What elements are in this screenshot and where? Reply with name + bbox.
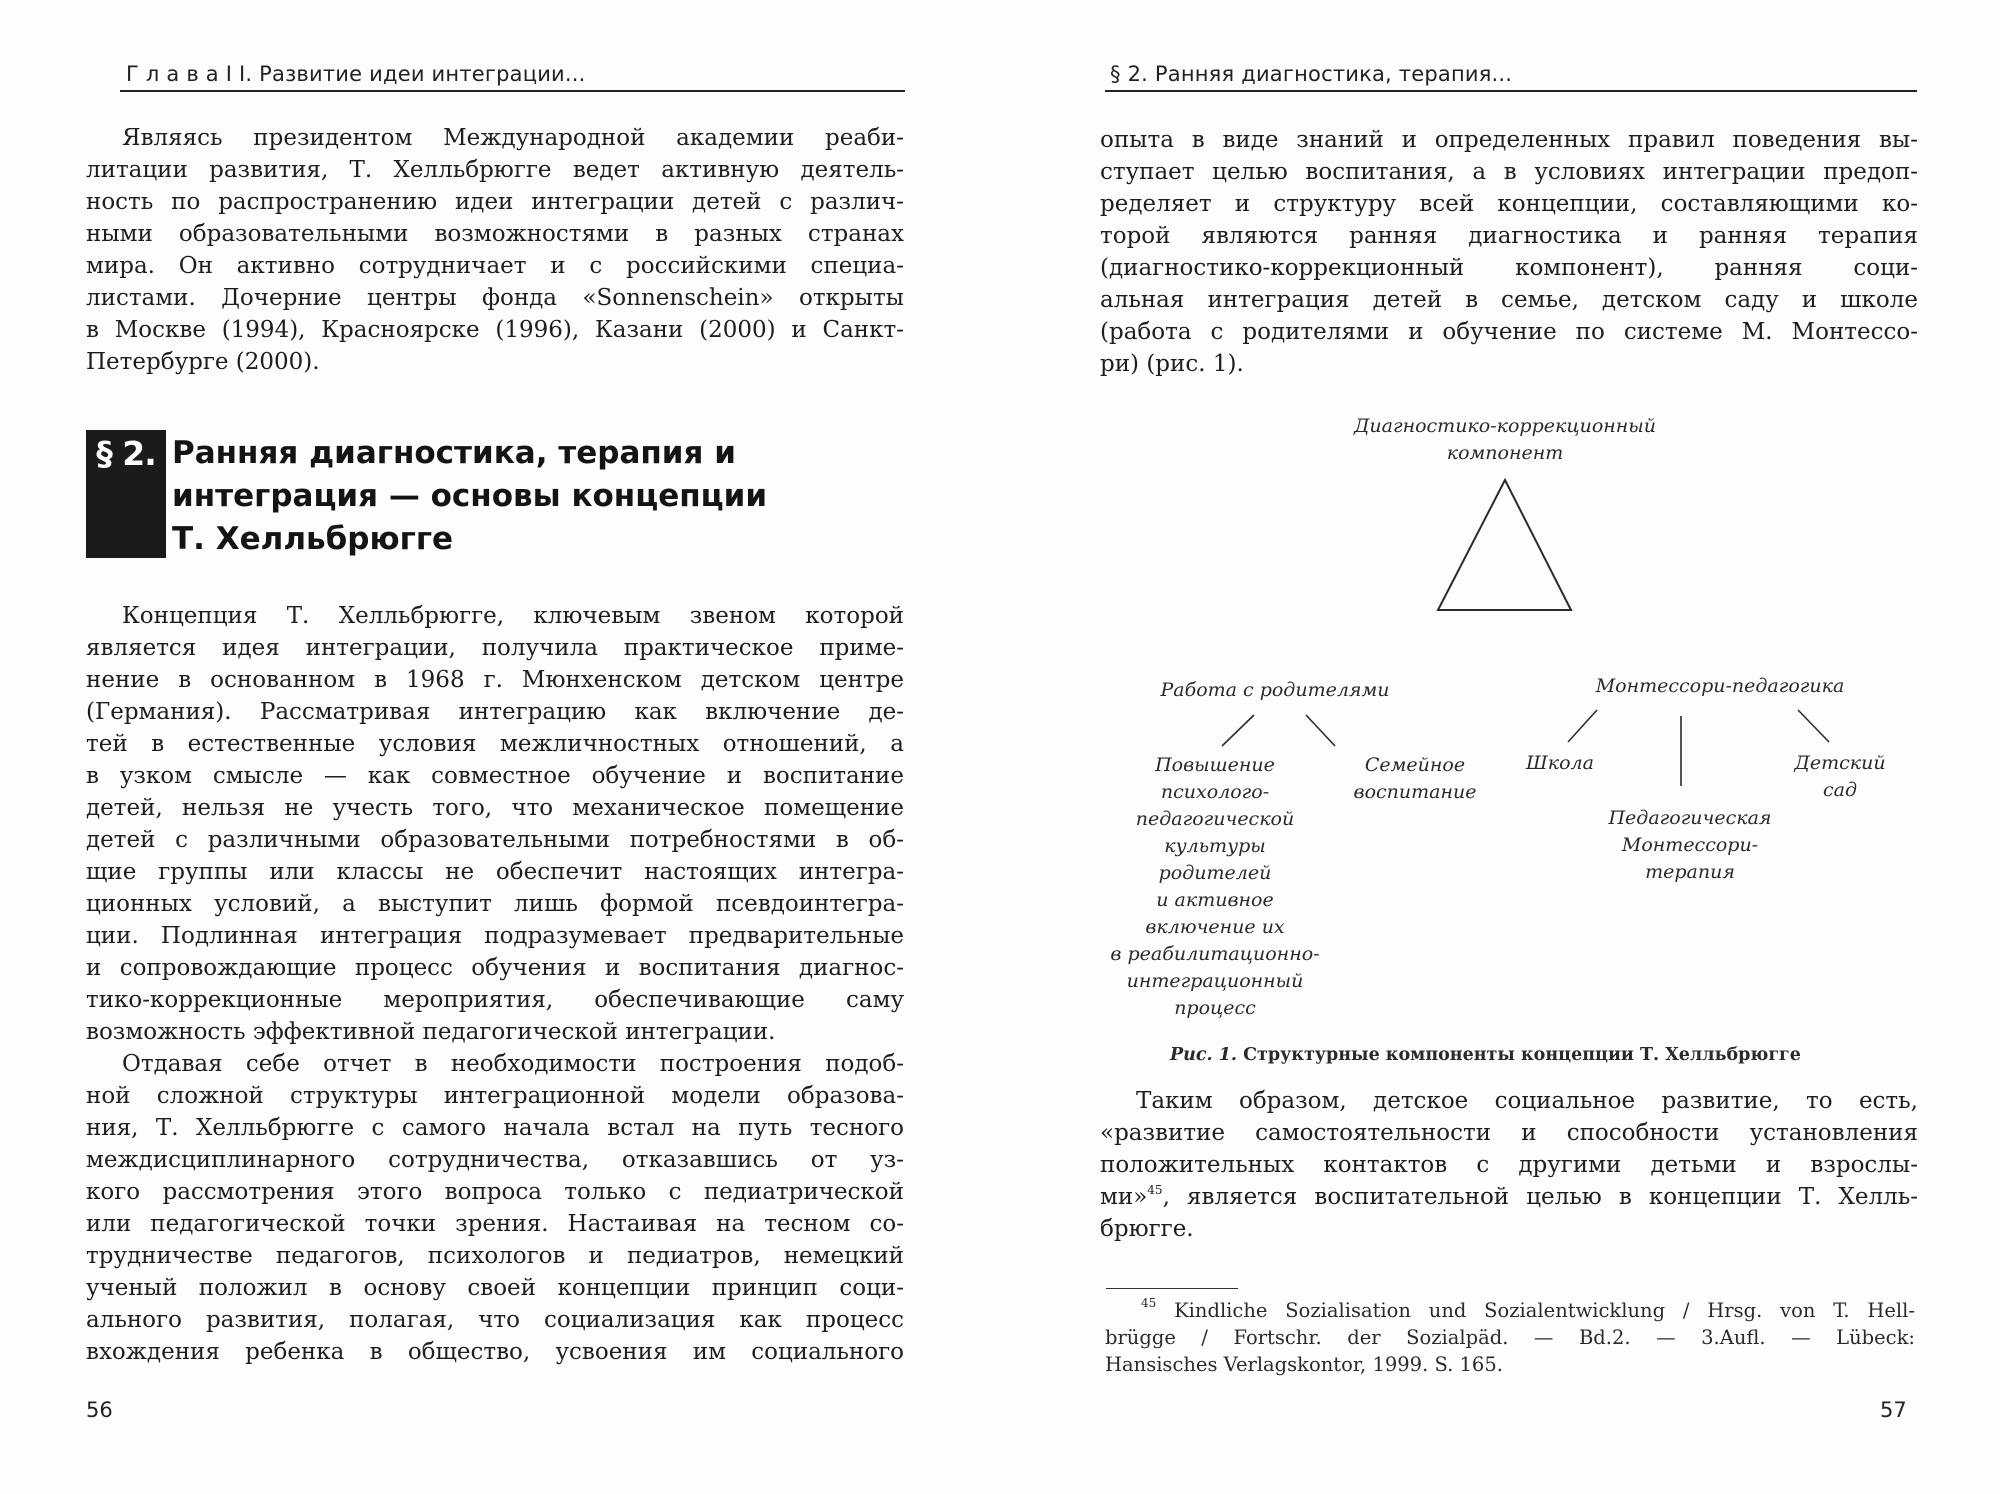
text-fragment: ми» [1100, 1184, 1148, 1210]
text-line [1100, 1181, 1918, 1213]
diagram-text: психолого- [1160, 781, 1270, 803]
diagram-left-branch: Работа с родителями [1160, 679, 1390, 701]
text-line: ступает целью воспитания, а в условиях интеграции предоп- [1100, 159, 1918, 185]
section-title [172, 432, 892, 561]
text-line: ученый положил в основу своей концепции принцип соци- [86, 1275, 904, 1301]
section-number-bar [86, 430, 166, 558]
diagram-text: Монтессори- [1621, 834, 1759, 856]
diagram-text: культуры [1164, 835, 1266, 857]
right-paragraph-2 [1100, 1085, 1918, 1245]
section-title-line: Т. Хелльбрюгге [172, 521, 454, 557]
left-paragraph-2 [86, 600, 904, 1368]
text-line: вхождения ребенка в общество, усвоения им социального [86, 1339, 904, 1365]
diagram-text: воспитание [1353, 781, 1477, 803]
text-line: ционных условий, а выступит лишь формой псевдоинтегра- [86, 891, 904, 917]
section-title-line: интеграция — основы концепции [172, 478, 768, 514]
footnote-line: brügge / Fortschr. der Sozialpäd. — Bd.2. — 3.Aufl. — Lübeck: [1105, 1326, 1915, 1349]
diagram-text: Семейное [1364, 754, 1466, 776]
footnote-line: Hansisches Verlagskontor, 1999. S. 165. [1105, 1353, 1503, 1376]
diagram-top-label [1305, 413, 1705, 467]
text-line: брюгге. [1100, 1216, 1194, 1242]
diagram-left-sub-1 [1100, 752, 1330, 1022]
diagram-left-sub-2 [1335, 752, 1495, 806]
right-page-number: 57 [1880, 1398, 1907, 1422]
triangle-shape [1438, 480, 1571, 610]
text-line: ния, Т. Хелльбрюгге с самого начала встал на путь тесного [86, 1115, 904, 1141]
text-line: щие группы или классы не обеспечит настоящих интегра- [86, 859, 904, 885]
connector-line [1222, 715, 1254, 746]
structure-diagram [1000, 0, 2000, 1494]
footnote-reference[interactable]: 45 [1147, 1183, 1163, 1197]
diagram-text: включение их [1145, 916, 1285, 938]
diagram-right-sub-1: Школа [1526, 752, 1594, 774]
text-line: мира. Он активно сотрудничает и с российскими специа- [86, 253, 904, 279]
left-header-rule [120, 90, 905, 92]
text-line: и сопровождающие процесс обучения и воспитания диагнос- [86, 955, 904, 981]
figure-caption [1170, 1045, 1870, 1065]
text-line: ными образовательными возможностями в разных странах [86, 221, 904, 247]
connector-line [1568, 710, 1597, 742]
diagram-right-sub-2 [1760, 750, 1920, 804]
text-line: детей с различными образовательными потребностями в об- [86, 827, 904, 853]
diagram-lines [1000, 0, 2000, 1494]
text-line: ность по распространению идеи интеграции детей с различ- [86, 189, 904, 215]
text-line: Являясь президентом Международной академии реаби- [122, 125, 904, 151]
text-line: междисциплинарного сотрудничества, отказавшись от уз- [86, 1147, 904, 1173]
left-paragraph-1 [86, 122, 904, 378]
text-fragment: , является воспитательной целью в концепции Т. Хелль- [1162, 1184, 1918, 1210]
diagram-text: Повышение [1155, 754, 1275, 776]
diagram-text: Детский [1794, 752, 1886, 774]
text-line: Таким образом, детское социальное развитие, то есть, [1136, 1088, 1918, 1114]
footnote [1105, 1297, 1915, 1378]
text-line: опыта в виде знаний и определенных правил поведения вы- [1100, 127, 1918, 153]
text-line: тико-коррекционные мероприятия, обеспечивающие саму [86, 987, 904, 1013]
text-line: (работа с родителями и обучение по системе М. Монтессо- [1100, 319, 1918, 345]
text-line: трудничестве педагогов, психологов и педиатров, немецкий [86, 1243, 904, 1269]
section-title-line: Ранняя диагностика, терапия и [172, 435, 736, 471]
text-line: возможность эффективной педагогической интеграции. [86, 1019, 776, 1045]
right-page [1000, 0, 2000, 1494]
figure-label: Рис. 1. [1170, 1045, 1237, 1065]
diagram-text: Диагностико-коррекционный [1353, 415, 1657, 437]
left-page-number: 56 [86, 1398, 113, 1422]
text-line: в Москве (1994), Красноярске (1996), Казани (2000) и Санкт- [86, 317, 904, 343]
text-line: нение в основанном в 1968 г. Мюнхенском детском центре [86, 667, 904, 693]
text-line: Концепция Т. Хелльбрюгге, ключевым звеном которой [122, 603, 904, 629]
figure-caption-text: Структурные компоненты концепции Т. Хелльбрюгге [1243, 1045, 1801, 1065]
diagram-text: терапия [1645, 861, 1735, 883]
text-line: ределяет и структуру всей концепции, составляющими ко- [1100, 191, 1918, 217]
diagram-text: процесс [1174, 997, 1256, 1019]
diagram-text: педагогической [1135, 808, 1295, 830]
text-line: ального развития, полагая, что социализация как процесс [86, 1307, 904, 1333]
text-line: (Германия). Рассматривая интеграцию как включение де- [86, 699, 904, 725]
text-line: ции. Подлинная интеграция подразумевает предварительные [86, 923, 904, 949]
text-line: в узком смысле — как совместное обучение и воспитание [86, 763, 904, 789]
text-line: тей в естественные условия межличностных отношений, а [86, 731, 904, 757]
left-running-head: Г л а в а I I. Развитие идеи интеграции... [126, 62, 586, 86]
text-line: Отдавая себе отчет в необходимости построения подоб- [122, 1051, 904, 1077]
connector-line [1306, 715, 1335, 746]
section-number: § 2. [96, 434, 156, 473]
diagram-text: Педагогическая [1608, 807, 1772, 829]
text-line: детей, нельзя не учесть того, что механическое помещение [86, 795, 904, 821]
text-line: Петербурге (2000). [86, 349, 320, 375]
right-running-head: § 2. Ранняя диагностика, терапия... [1110, 62, 1513, 86]
text-line: альная интеграция детей в семье, детском саду и школе [1100, 287, 1918, 313]
diagram-right-branch: Монтессори-педагогика [1595, 675, 1845, 697]
text-line: листами. Дочерние центры фонда «Sonnenschein» открыты [86, 285, 904, 311]
text-line: (диагностико-коррекционный компонент), ранняя соци- [1100, 255, 1918, 281]
diagram-text: родителей [1158, 862, 1272, 884]
diagram-right-sub-3 [1570, 805, 1810, 886]
text-line: или педагогической точки зрения. Настаивая на тесном со- [86, 1211, 904, 1237]
diagram-text: компонент [1446, 442, 1564, 464]
footnote-number: 45 [1141, 1296, 1157, 1310]
text-line: торой являются ранняя диагностика и ранняя терапия [1100, 223, 1918, 249]
footnote-rule [1106, 1288, 1238, 1289]
text-line: ной сложной структуры интеграционной модели образова- [86, 1083, 904, 1109]
text-line: ри) (рис. 1). [1100, 351, 1244, 377]
text-line: кого рассмотрения этого вопроса только с педиатрической [86, 1179, 904, 1205]
text-line: литации развития, Т. Хелльбрюгге ведет активную деятель- [86, 157, 904, 183]
diagram-text: интеграционный [1126, 970, 1304, 992]
text-line: является идея интеграции, получила практическое приме- [86, 635, 904, 661]
diagram-text: сад [1822, 779, 1857, 801]
text-line: положительных контактов с другими детьми и взрослы- [1100, 1152, 1918, 1178]
text-line: «развитие самостоятельности и способности установления [1100, 1120, 1918, 1146]
text-fragment: Kindliche Sozialisation und Sozialentwicklung / Hrsg. von T. Hell- [1174, 1299, 1915, 1322]
diagram-text: в реабилитационно- [1110, 943, 1320, 965]
footnote-line [1105, 1297, 1915, 1324]
connector-line [1798, 710, 1829, 742]
diagram-text: и активное [1156, 889, 1274, 911]
